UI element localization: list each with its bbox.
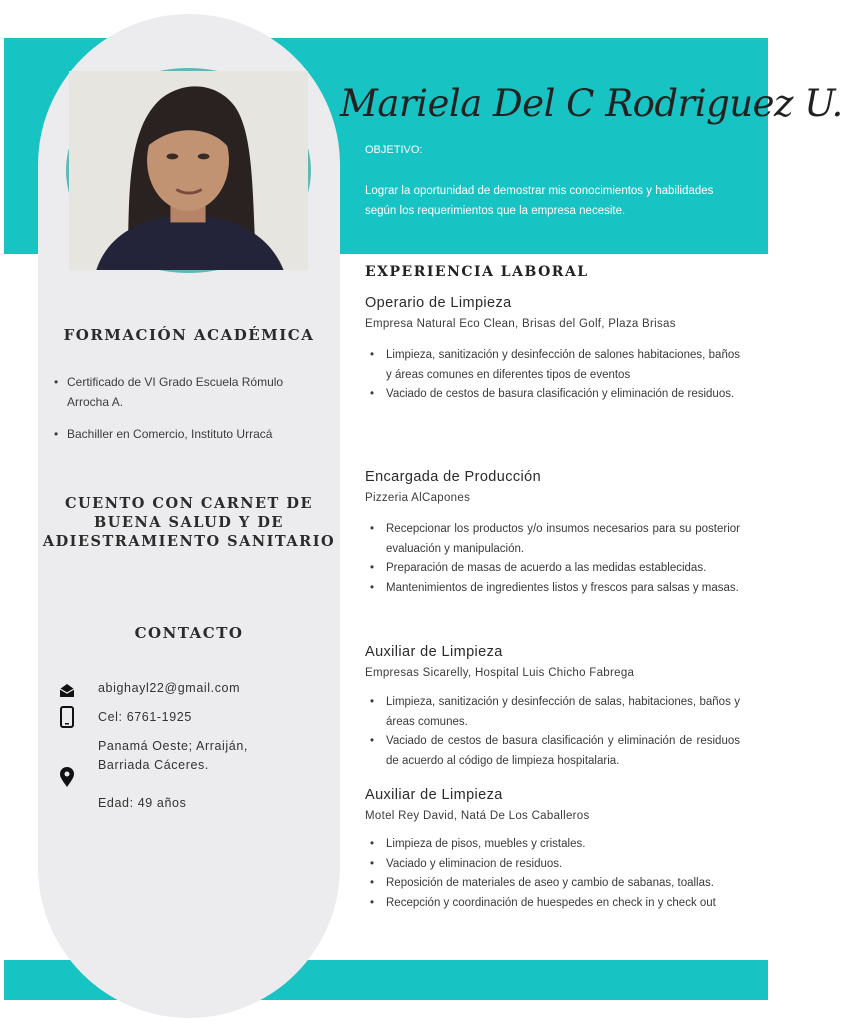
job-company: Pizzeria AlCapones [365,492,471,504]
job-company: Empresa Natural Eco Clean, Brisas del Golf, Plaza Brisas [365,318,676,330]
job-duties [365,835,740,913]
profile-photo [66,68,311,273]
education-heading: FORMACIÓN ACADÉMICA [63,326,315,344]
certification-heading: CUENTO CON CARNET DE BUENA SALUD Y DE ADIESTRAMIENTO SANITARIO [42,495,336,550]
job-entry [365,641,740,771]
job-title: Auxiliar de Limpieza [365,644,503,660]
job-company: Motel Rey David, Natá De Los Caballeros [365,810,590,822]
job-duty: • Mantenimientos de ingredientes listos y frescos para salsas y masas. [365,579,740,599]
job-duties [365,693,740,771]
job-duty: • Limpieza, sanitización y desinfección de salas, habitaciones, baños y áreas comunes. [365,693,740,732]
job-duty: • Reposición de materiales de aseo y cambio de sabanas, toallas. [365,874,740,894]
job-entry [365,292,740,405]
job-title: Encargada de Producción [365,469,542,485]
contact-phone: Cel: 6761-1925 [98,710,192,724]
objective-text: Lograr la oportunidad de demostrar mis conocimientos y habilidades según los requerimientos que la empresa necesite. [365,185,714,217]
candidate-name: Mariela Del C Rodriguez U. [340,82,843,125]
experience-heading: EXPERIENCIA LABORAL [365,264,589,280]
education-item: • Bachiller en Comercio, Instituto Urracá [52,424,322,444]
education-list [52,372,322,444]
job-duty: • Limpieza de pisos, muebles y cristales. [365,835,740,855]
envelope-icon [58,680,76,702]
job-duties [365,520,740,598]
job-duty: • Recepción y coordinación de huespedes en check in y check out [365,894,740,914]
contact-email: abighayl22@gmail.com [98,681,241,695]
contact-address-line2: Barriada Cáceres. [98,758,209,772]
job-entry [365,466,740,598]
mobile-phone-icon [58,706,76,728]
job-title: Auxiliar de Limpieza [365,787,503,803]
job-duty: • Vaciado de cestos de basura clasificación y eliminación de residuos. [365,385,740,405]
job-duty: • Vaciado y eliminacion de residuos. [365,855,740,875]
job-company: Empresas Sicarelly, Hospital Luis Chicho Fabrega [365,667,635,679]
job-duties [365,346,740,405]
education-item: • Certificado de VI Grado Escuela Rómulo Arrocha A. [52,372,322,412]
objective-label: OBJETIVO: [365,144,423,156]
job-entry [365,784,740,913]
location-pin-icon [58,766,76,788]
job-duty: • Preparación de masas de acuerdo a las medidas establecidas. [365,559,740,579]
job-title: Operario de Limpieza [365,295,512,311]
job-duty: • Vaciado de cestos de basura clasificación y eliminación de residuos de acuerdo al código de limpieza hospitalaria. [365,732,740,771]
contact-heading: CONTACTO [134,624,244,642]
contact-address-line1: Panamá Oeste; Arraiján, [98,739,248,753]
contact-age: Edad: 49 años [98,796,187,810]
job-duty: • Limpieza, sanitización y desinfección de salones habitaciones, baños y áreas comunes en diferentes tipos de eventos [365,346,740,385]
job-duty: • Recepcionar los productos y/o insumos necesarios para su posterior evaluación y manipulación. [365,520,740,559]
